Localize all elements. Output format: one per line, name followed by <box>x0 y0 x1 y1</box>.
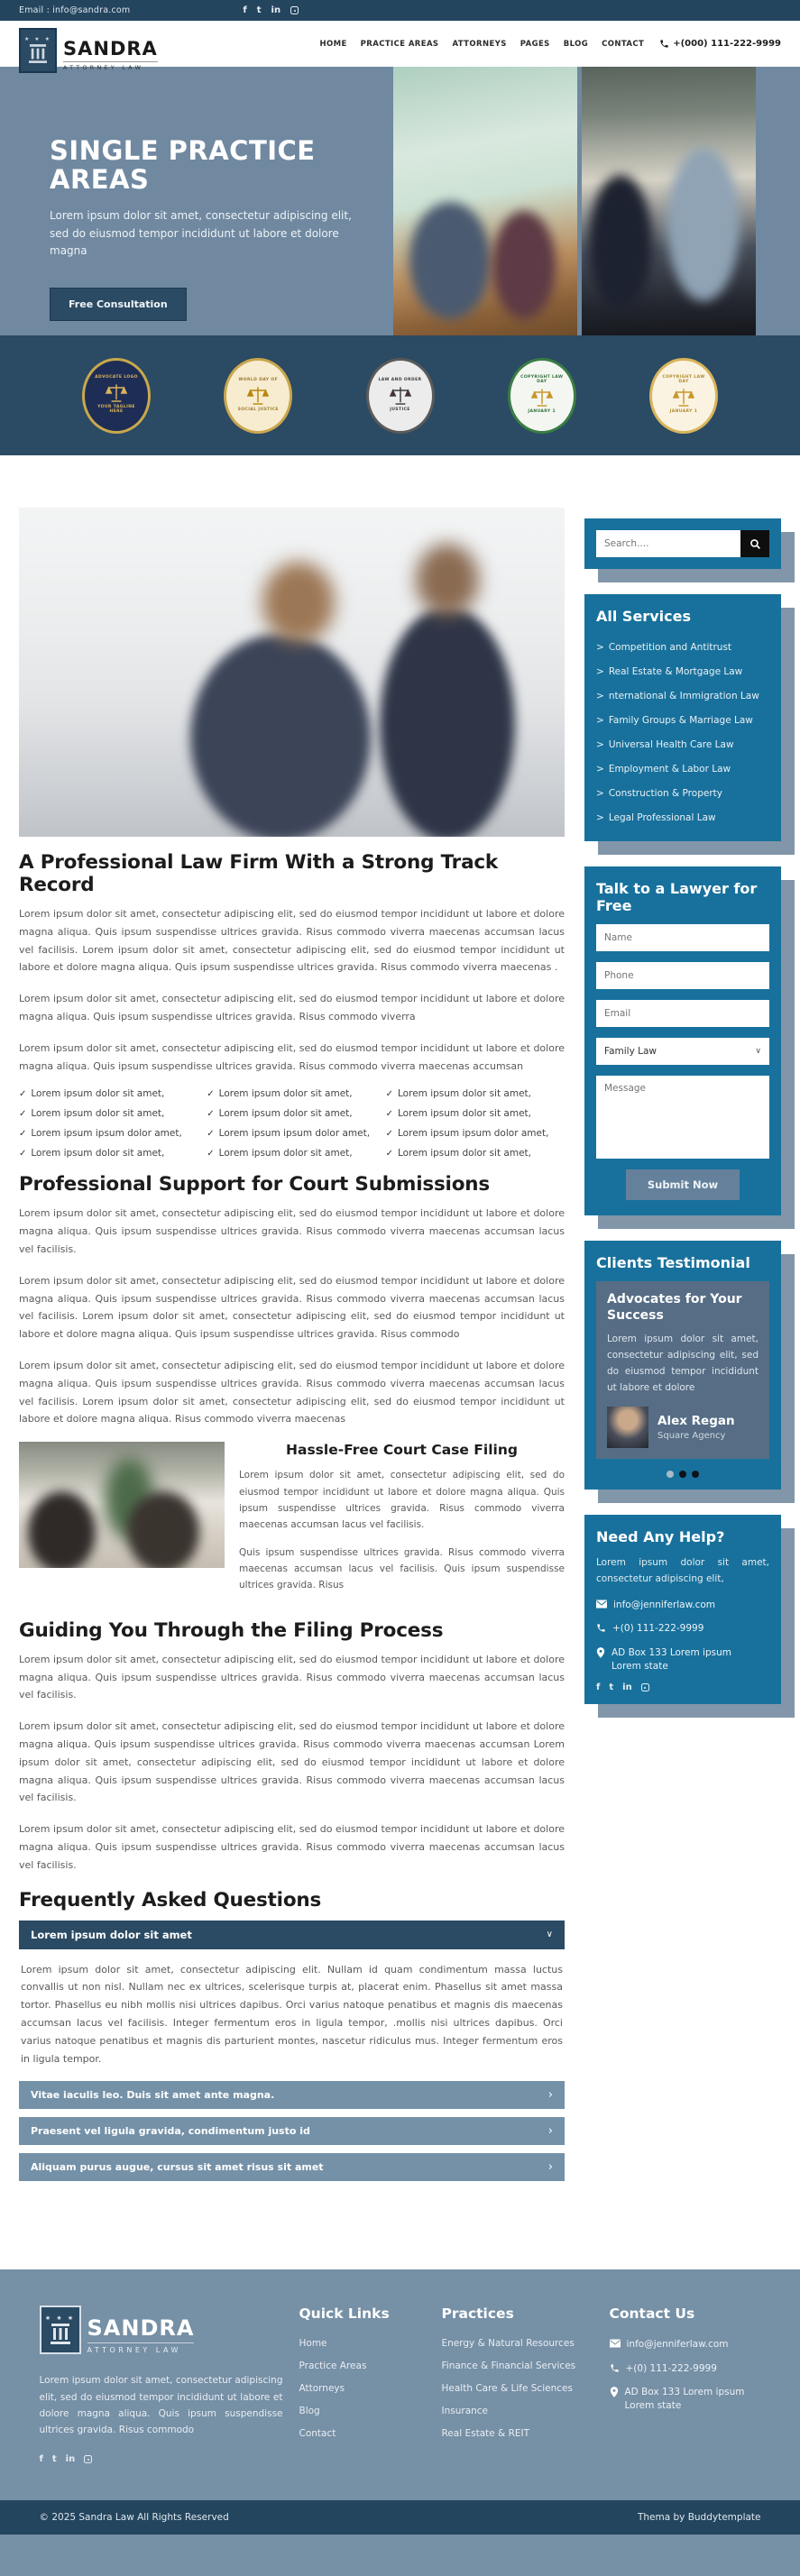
phone-icon <box>610 2363 620 2373</box>
badge-social-justice: WORLD DAY OF SOCIAL JUSTICE <box>224 358 292 434</box>
footer-phone[interactable]: +(0) 111-222-9999 <box>610 2362 761 2376</box>
footer-link-health-care[interactable]: Health Care & Life Sciences <box>441 2383 573 2395</box>
twitter-icon[interactable]: t <box>609 1682 614 1692</box>
badge-advocate-logo: ADVOCATE LOGO YOUR TAGLINE HERE <box>82 358 151 434</box>
all-services-widget <box>584 594 781 841</box>
arrow-icon: > <box>596 763 604 775</box>
checklist-item: ✓ Lorem ipsum dolor sit amet, <box>385 1148 531 1160</box>
scales-icon <box>389 385 412 407</box>
check-icon: ✓ <box>19 1109 27 1120</box>
service-link-competition[interactable]: > Competition and Antitrust <box>596 641 732 653</box>
hero-subtitle: Lorem ipsum dolor sit amet, consectetur adipiscing elit, sed do eiusmod tempor incididunt ut labore et dolore magna <box>50 208 352 258</box>
chevron-down-icon: ∨ <box>546 1930 553 1940</box>
checklist-item: ✓ Lorem ipsum dolor sit amet, <box>207 1148 353 1160</box>
faq-question: Lorem ipsum dolor sit amet <box>31 1928 192 1941</box>
brand-name: SANDRA <box>63 37 158 60</box>
case-filing-photo <box>19 1442 225 1568</box>
topbar-email[interactable]: Email : info@sandra.com <box>19 5 131 15</box>
service-link-international[interactable]: > nternational & Immigration Law <box>596 690 759 701</box>
badges-band <box>0 335 800 455</box>
carousel-dot[interactable] <box>679 1471 686 1478</box>
scales-icon <box>530 387 554 408</box>
check-icon: ✓ <box>19 1149 27 1160</box>
email-field[interactable] <box>596 1000 769 1027</box>
instagram-icon[interactable] <box>290 6 299 14</box>
checklist-item: ✓ Lorem ipsum dolor sit amet, <box>19 1088 165 1100</box>
carousel-dots <box>596 1471 769 1478</box>
footer-link-energy[interactable]: Energy & Natural Resources <box>441 2338 575 2350</box>
checklist-item: ✓ Lorem ipsum dolor sit amet, <box>207 1108 353 1120</box>
case-filing-heading: Hassle-Free Court Case Filing <box>286 1442 518 1459</box>
name-field[interactable] <box>596 924 769 951</box>
checklist-item: ✓ Lorem ipsum ipsum dolor amet, <box>19 1128 182 1140</box>
paragraph: Lorem ipsum dolor sit amet, consectetur adipiscing elit, sed do eiusmod tempor incididunt ut labore et dolore magna aliqua. Quis ipsum suspendisse ultrices gravida. Risus commodo viverra maecenas accumsan lacus vel facilisis. <box>19 1653 565 1701</box>
location-pin-icon <box>596 1647 605 1658</box>
check-icon: ✓ <box>19 1129 27 1140</box>
submit-button[interactable]: Submit Now <box>626 1169 740 1200</box>
linkedin-icon[interactable]: in <box>622 1682 632 1692</box>
scales-icon <box>105 382 128 404</box>
service-link-family[interactable]: > Family Groups & Marriage Law <box>596 714 753 726</box>
faq-item-open[interactable] <box>19 1921 565 1949</box>
arrow-icon: > <box>596 714 604 726</box>
service-link-legal-professional[interactable]: > Legal Professional Law <box>596 811 716 823</box>
case-filing-block <box>19 1442 565 1605</box>
help-widget <box>584 1515 781 1704</box>
footer-bottom-bar <box>0 2500 800 2535</box>
logo-pillar-icon: ★ ★ ★ <box>40 2306 81 2354</box>
testimonial-card <box>596 1281 769 1459</box>
footer-logo[interactable] <box>40 2306 299 2354</box>
article-photo-consultation <box>19 508 565 837</box>
check-icon: ✓ <box>207 1089 215 1100</box>
check-icon: ✓ <box>207 1149 215 1160</box>
nav-contact[interactable]: CONTACT <box>602 39 645 49</box>
help-phone[interactable]: +(0) 111-222-9999 <box>596 1622 769 1636</box>
service-link-construction[interactable]: > Construction & Property <box>596 787 722 799</box>
scales-icon <box>246 385 270 407</box>
lawyer-form-widget <box>584 866 781 1215</box>
mail-icon <box>596 1600 607 1609</box>
check-icon: ✓ <box>207 1129 215 1140</box>
checklist-item: ✓ Lorem ipsum dolor sit amet, <box>385 1108 531 1120</box>
checklist-item: ✓ Lorem ipsum dolor sit amet, <box>19 1148 165 1160</box>
hero-photo-meeting <box>393 67 577 335</box>
page-title: SINGLE PRACTICE AREAS <box>50 135 316 195</box>
paragraph: Lorem ipsum dolor sit amet, consectetur adipiscing elit, sed do eiusmod tempor incididunt ut labore et dolore magna aliqua. Quis ipsum suspendisse ultrices gravida. Risus commodo viverra maecenas accumsan lacus vel facilisis. <box>19 1823 565 1871</box>
chevron-down-icon: ∨ <box>755 1047 761 1056</box>
free-consultation-button[interactable]: Free Consultation <box>50 288 187 321</box>
mail-icon <box>610 2339 621 2348</box>
main-nav <box>319 40 644 49</box>
faq-question: Vitae iaculis leo. Duis sit amet ante magna. <box>31 2089 275 2102</box>
brand-tagline: ATTORNEY LAW <box>63 61 158 71</box>
twitter-icon[interactable]: t <box>256 5 262 15</box>
search-input[interactable] <box>596 530 740 557</box>
nav-practice-areas[interactable]: PRACTICE AREAS <box>360 39 439 49</box>
footer-link-insurance[interactable]: Insurance <box>441 2406 489 2417</box>
check-icon: ✓ <box>385 1129 394 1140</box>
service-link-real-estate[interactable]: > Real Estate & Mortgage Law <box>596 665 743 677</box>
section-heading-filing-process: Guiding You Through the Filing Process <box>19 1618 444 1642</box>
linkedin-icon[interactable]: in <box>271 5 281 15</box>
twitter-icon[interactable]: t <box>51 2453 57 2464</box>
footer-practices-heading: Practices <box>441 2306 514 2323</box>
checklist-item: ✓ Lorem ipsum dolor sit amet, <box>19 1108 165 1120</box>
footer-brand-name: SANDRA <box>87 2315 195 2342</box>
help-address: AD Box 133 Lorem ipsum Lorem state <box>596 1646 769 1673</box>
arrow-icon: > <box>596 738 604 750</box>
faq-question: Aliquam purus augue, cursus sit amet risus sit amet <box>31 2161 324 2174</box>
arrow-icon: > <box>596 690 604 701</box>
check-icon: ✓ <box>385 1089 394 1100</box>
check-icon: ✓ <box>385 1149 394 1160</box>
carousel-dot[interactable] <box>692 1471 699 1478</box>
testimonial-heading: Clients Testimonial <box>596 1254 750 1271</box>
nav-home[interactable]: HOME <box>319 39 347 49</box>
service-link-health[interactable]: > Universal Health Care Law <box>596 738 734 750</box>
badge-copyright-law-gold: COPYRIGHT LAW DAY JANUARY 1 <box>649 358 718 434</box>
arrow-icon: > <box>596 641 604 653</box>
facebook-icon[interactable]: f <box>39 2453 43 2464</box>
topbar <box>0 0 800 21</box>
footer-link-practice-areas[interactable]: Practice Areas <box>299 2361 367 2372</box>
testimonial-text: Lorem ipsum dolor sit amet, consectetur adipiscing elit, sed do eiusmod tempor incididunt ut labore et dolore <box>607 1334 759 1393</box>
check-icon: ✓ <box>207 1109 215 1120</box>
footer-link-attorneys[interactable]: Attorneys <box>299 2383 345 2395</box>
section-heading-track-record: A Professional Law Firm With a Strong Track Record <box>19 851 499 896</box>
faq-item[interactable] <box>19 2153 565 2181</box>
theme-credit[interactable]: Thema by Buddytemplate <box>637 2511 761 2523</box>
footer-link-finance[interactable]: Finance & Financial Services <box>441 2361 576 2372</box>
paragraph: Lorem ipsum dolor sit amet, consectetur adipiscing elit, sed do eiusmod tempor incididunt ut labore et dolore magna aliqua. Quis ipsum suspendisse ultrices gravida. Risus commodo viverra maecenas accumsan lacus vel facilisis. Lorem ipsum dolor sit amet, consectetur adipiscing elit, sed do eiusmod tempor incididunt ut labore et dolore magna aliqua. Risus commodo viverra maecenas <box>19 1359 565 1426</box>
badge-law-and-order: LAW AND ORDER JUSTICE <box>366 358 435 434</box>
instagram-icon[interactable] <box>641 1683 649 1691</box>
paragraph: Lorem ipsum dolor sit amet, consectetur adipiscing elit, sed do eiusmod tempor incididunt ut labore et dolore magna aliqua. Quis ipsum suspendisse ultrices gravida. Risus commodo viverra maecenas accumsan Lorem ipsum dolor sit amet, consectetur adipiscing elit, sed do eiusmod tempor incididunt ut labore et dolore magna aliqua. Quis ipsum suspendisse ultrices gravida. Risus commodo viverra maecenas accumsan lacus vel facilisis. <box>19 1720 565 1804</box>
footer-email[interactable]: info@jenniferlaw.com <box>610 2338 761 2351</box>
case-type-select[interactable]: Family Law ∨ <box>596 1038 769 1065</box>
paragraph: Lorem ipsum dolor sit amet, consectetur adipiscing elit, sed do eiusmod tempor incididunt ut labore et dolore magna aliqua. Quis ipsum suspendisse ultrices gravida. Risus commodo viverra maecenas accumsan lacus vel facilisis. <box>239 1470 565 1531</box>
copyright-text: © 2025 Sandra Law All Rights Reserved <box>39 2511 229 2523</box>
header-phone[interactable]: +(000) 111-222-9999 <box>659 39 781 49</box>
checklist-item: ✓ Lorem ipsum ipsum dolor amet, <box>385 1128 549 1140</box>
nav-pages[interactable]: PAGES <box>520 39 550 49</box>
carousel-dot[interactable] <box>667 1471 674 1478</box>
location-pin-icon <box>610 2387 619 2397</box>
paragraph: Lorem ipsum dolor sit amet, consectetur adipiscing elit, sed do eiusmod tempor incididunt ut labore et dolore magna aliqua. Quis ipsum suspendisse ultrices gravida. Risus commodo viverra maecenas accumsan <box>19 1041 565 1072</box>
header <box>0 21 800 71</box>
form-heading: Talk to a Lawyer for Free <box>596 880 758 914</box>
footer-about-text: Lorem ipsum dolor sit amet, consectetur adipiscing elit, sed do eiusmod tempor incididunt ut labore et dolore magna aliqua. Quis ipsum suspendisse ultrices gravida. Risus commodo <box>39 2375 283 2436</box>
logo-pillar-icon: ★ ★ ★ <box>19 28 57 73</box>
checklist-item: ✓ Lorem ipsum dolor sit amet, <box>385 1088 531 1100</box>
footer-link-home[interactable]: Home <box>299 2338 327 2350</box>
nav-attorneys[interactable]: ATTORNEYS <box>452 39 507 49</box>
checklist-item: ✓ Lorem ipsum dolor sit amet, <box>207 1088 353 1100</box>
arrow-icon: > <box>596 811 604 823</box>
phone-icon <box>596 1623 606 1633</box>
scales-icon <box>672 387 695 408</box>
services-heading: All Services <box>596 608 691 625</box>
check-icon: ✓ <box>19 1089 27 1100</box>
help-heading: Need Any Help? <box>596 1528 725 1546</box>
checklist-item: ✓ Lorem ipsum ipsum dolor amet, <box>207 1128 371 1140</box>
search-button[interactable] <box>740 530 769 557</box>
footer-brand-tagline: ATTORNEY LAW <box>87 2342 195 2354</box>
arrow-icon: > <box>596 665 604 677</box>
faq-heading: Frequently Asked Questions <box>19 1888 322 1911</box>
help-text: Lorem ipsum dolor sit amet, consectetur adipiscing elit, <box>596 1557 769 1585</box>
footer-social <box>40 2455 299 2464</box>
linkedin-icon[interactable]: in <box>65 2453 76 2464</box>
footer-link-blog[interactable]: Blog <box>299 2406 320 2417</box>
footer <box>0 2269 800 2576</box>
faq-question: Praesent vel ligula gravida, condimentum justo id <box>31 2125 310 2138</box>
paragraph: Lorem ipsum dolor sit amet, consectetur adipiscing elit, sed do eiusmod tempor incididunt ut labore et dolore magna aliqua. Quis ipsum suspendisse ultrices gravida. Risus commodo viverra <box>19 993 565 1022</box>
phone-field[interactable] <box>596 962 769 989</box>
faq-item[interactable] <box>19 2117 565 2145</box>
hero-section <box>0 67 800 335</box>
testimonial-widget <box>584 1241 781 1490</box>
avatar <box>607 1407 648 1448</box>
facebook-icon[interactable]: f <box>596 1682 601 1692</box>
paragraph: Quis ipsum suspendisse ultrices gravida. Risus commodo viverra maecenas accumsan lacus vel facilisis. Quis ipsum suspendisse ultrices gravida. Risus <box>239 1546 565 1591</box>
search-widget <box>584 518 781 569</box>
help-email[interactable]: info@jenniferlaw.com <box>596 1599 769 1612</box>
chevron-right-icon: › <box>547 2123 553 2138</box>
footer-address: AD Box 133 Lorem ipsum Lorem state <box>610 2386 761 2413</box>
footer-link-real-estate[interactable]: Real Estate & REIT <box>441 2428 530 2440</box>
section-heading-court-submissions: Professional Support for Court Submissions <box>19 1173 491 1196</box>
testimonial-title: Advocates for Your Success <box>607 1292 742 1323</box>
chevron-right-icon: › <box>547 2159 553 2174</box>
logo[interactable] <box>19 28 158 73</box>
topbar-social <box>243 6 299 15</box>
help-social <box>596 1683 769 1692</box>
message-field[interactable] <box>596 1076 769 1159</box>
badge-copyright-law-green: COPYRIGHT LAW DAY JANUARY 1 <box>508 358 576 434</box>
hero-photo-attorneys <box>582 67 756 335</box>
facebook-icon[interactable]: f <box>243 5 247 15</box>
footer-contact-heading: Contact Us <box>609 2306 695 2323</box>
phone-icon <box>659 39 669 49</box>
arrow-icon: > <box>596 787 604 799</box>
faq-answer: Lorem ipsum dolor sit amet, consectetur adipiscing elit. Nullam id quam condimentum massa luctus convallis ut non nisl. Nullam nec ex ultrices, scelerisque turpis at, placerat enim. Phasellus sit amet massa tortor. Phasellus eu nibh mollis nisi ultrices dapibus. Orci varius natoque penatibus et magnis dis maecenas accumsan lacus vel facilisis. Integer fermentum eros in ligula tempor, .mollis nisi ultrices dapibus. Orci varius natoque penatibus et magnis dis parturient montes, nascetur ridiculus mus. Integer fermentum eros in ligula tempor. <box>21 1963 563 2065</box>
chevron-right-icon: › <box>547 2087 553 2102</box>
sidebar <box>584 518 781 1729</box>
testimonial-author-name: Alex Regan <box>657 1414 735 1429</box>
benefits-checklist <box>19 1088 565 1159</box>
testimonial-author-role: Square Agency <box>657 1431 726 1442</box>
instagram-icon[interactable] <box>84 2455 92 2463</box>
search-icon <box>749 538 761 550</box>
service-link-employment[interactable]: > Employment & Labor Law <box>596 763 731 775</box>
nav-blog[interactable]: BLOG <box>563 39 589 49</box>
paragraph: Lorem ipsum dolor sit amet, consectetur adipiscing elit, sed do eiusmod tempor incididunt ut labore et dolore magna aliqua. Quis ipsum suspendisse ultrices gravida. Risus commodo viverra maecenas accumsan lacus vel facilisis. Lorem ipsum dolor sit amet, consectetur adipiscing elit, sed do eiusmod tempor incididunt ut labore et dolore magna aliqua. Quis ipsum suspendisse ultrices gravida. Risus commodo <box>19 1274 565 1341</box>
check-icon: ✓ <box>385 1109 394 1120</box>
paragraph: Lorem ipsum dolor sit amet, consectetur adipiscing elit, sed do eiusmod tempor incididunt ut labore et dolore magna aliqua. Quis ipsum suspendisse ultrices gravida. Risus commodo viverra maecenas accumsan lacus vel facilisis. <box>19 1207 565 1255</box>
faq-item[interactable] <box>19 2081 565 2109</box>
article <box>19 508 565 2181</box>
paragraph: Lorem ipsum dolor sit amet, consectetur adipiscing elit, sed do eiusmod tempor incididunt ut labore et dolore magna aliqua. Quis ipsum suspendisse ultrices gravida. Risus commodo viverra maecenas accumsan lacus vel facilisis. Lorem ipsum dolor sit amet, consectetur adipiscing elit, sed do eiusmod tempor incididunt ut labore et dolore magna aliqua. Quis ipsum suspendisse ultrices gravida. Risus commodo viverra maecenas . <box>19 908 565 974</box>
footer-link-contact[interactable]: Contact <box>299 2428 336 2440</box>
footer-quick-links-heading: Quick Links <box>299 2306 390 2323</box>
